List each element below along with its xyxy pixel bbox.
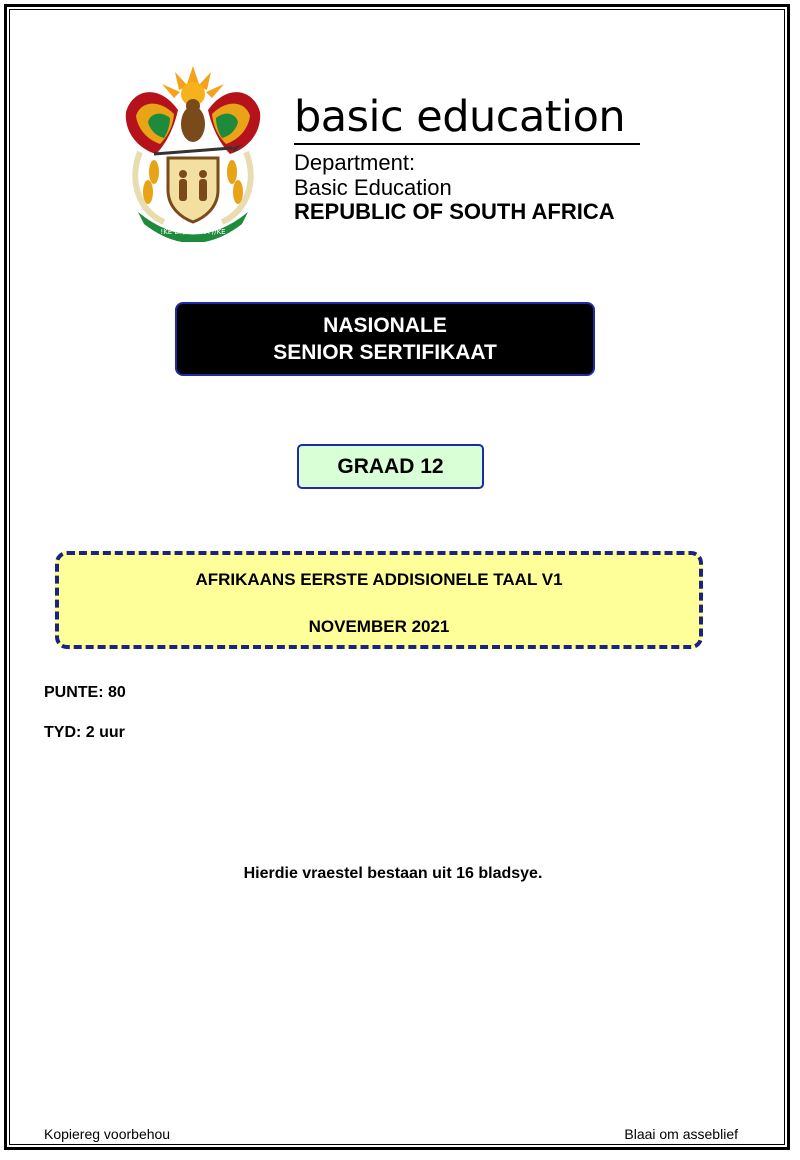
certificate-banner <box>175 302 595 376</box>
brand-title: basic education <box>294 92 626 142</box>
turn-page-footer: Blaai om asseblief <box>624 1126 738 1142</box>
page-count-note: Hierdie vraestel bestaan uit 16 bladsye. <box>243 865 543 882</box>
subject-box <box>55 551 703 649</box>
brand-divider <box>294 143 640 145</box>
certificate-line-2: SENIOR SERTIFIKAAT <box>273 341 497 364</box>
copyright-footer: Kopiereg voorbehou <box>44 1126 171 1142</box>
grade-badge: GRAAD 12 <box>297 444 484 489</box>
time-label: TYD: 2 uur <box>44 724 125 741</box>
department-label: Department: <box>294 150 416 175</box>
coat-of-arms-icon <box>118 62 268 242</box>
subject-title: AFRIKAANS EERSTE ADDISIONELE TAAL V1 <box>195 570 563 589</box>
department-name: Basic Education <box>294 175 452 200</box>
emblem-motto: !KE E: /XARRA //KE <box>160 228 226 236</box>
marks-label: PUNTE: 80 <box>44 684 126 701</box>
exam-date: NOVEMBER 2021 <box>308 617 450 636</box>
certificate-line-1: NASIONALE <box>323 314 447 337</box>
country-name: REPUBLIC OF SOUTH AFRICA <box>294 199 615 224</box>
